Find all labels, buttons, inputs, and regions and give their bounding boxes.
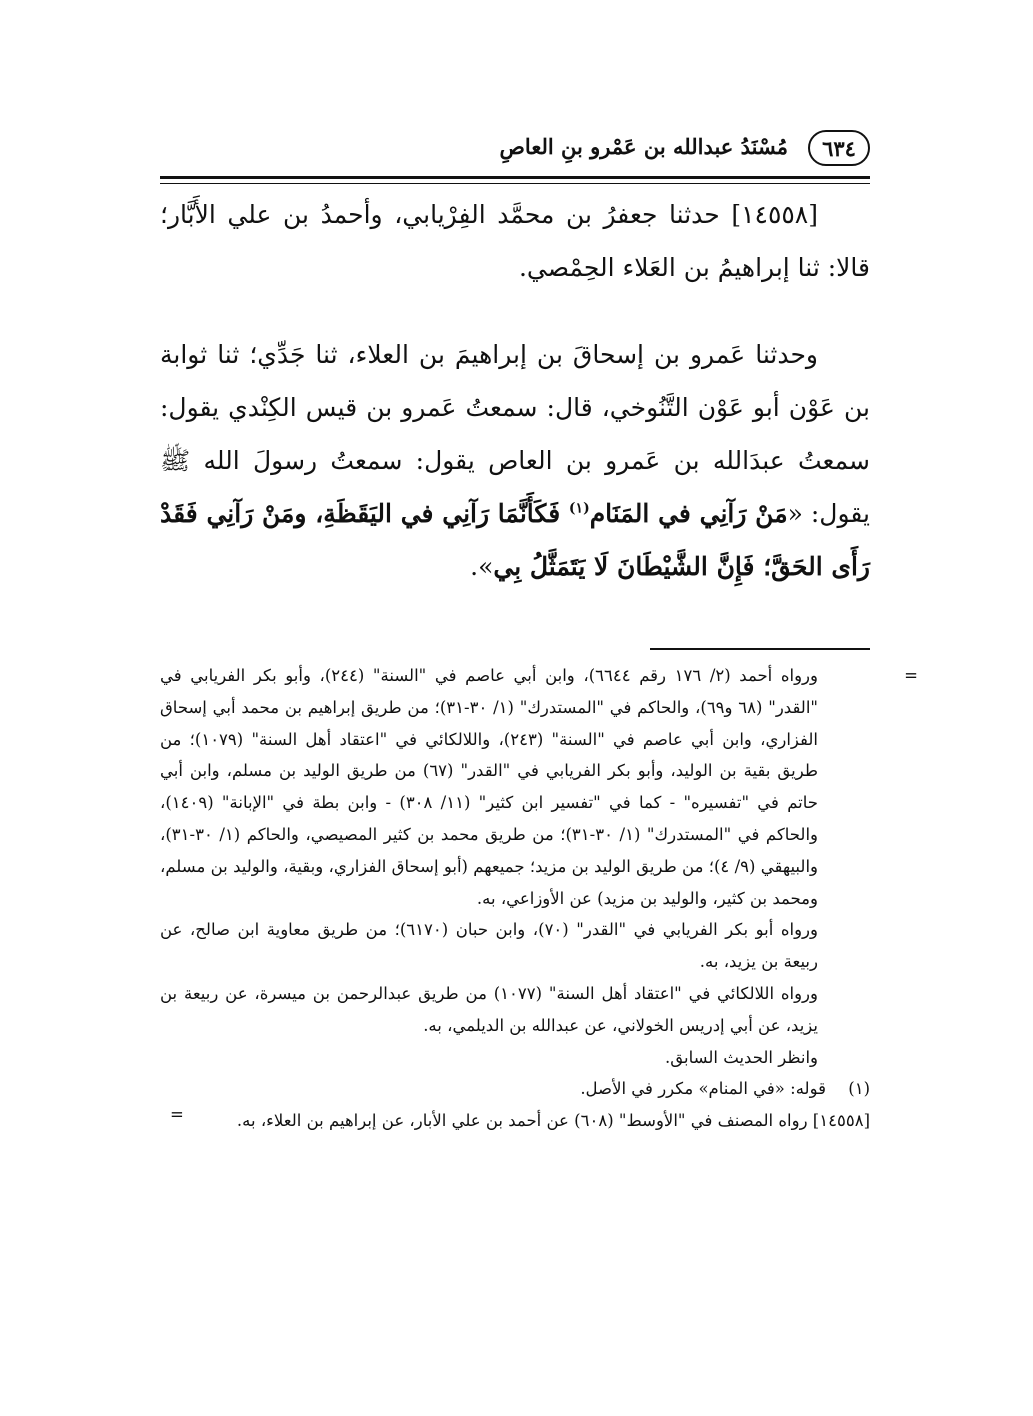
header-rule-thin xyxy=(160,183,870,184)
footnote-1-number: (١) xyxy=(848,1079,870,1099)
page-header xyxy=(160,120,870,180)
isnad-paragraph-1: [١٤٥٥٨] حدثنا جعفرُ بن محمَّد الفِرْيابي، وأحمدُ بن علي الأَبَّار؛ قالا: ثنا إبراهيمُ بن العَلاء الحِمْصي. xyxy=(160,200,870,282)
footnote-main xyxy=(160,1105,870,1137)
continuation-mark: = xyxy=(904,666,918,685)
footnote-1-text: قوله: «في المنام» مكرر في الأصل. xyxy=(580,1079,826,1099)
hadith-text xyxy=(160,499,870,581)
hadith-part-1: مَنْ رَآنِي في المَنَام xyxy=(589,499,788,528)
footnotes xyxy=(160,660,918,1137)
header-rule-thick xyxy=(160,176,870,179)
note-paragraph-4: وانظر الحديث السابق. xyxy=(665,1047,818,1067)
hadith-part-2: فَكَأَنَّمَا رَآنِي في اليَقَظَةِ، ومَنْ رَآنِي فَقَدْ رَأَى الحَقَّ؛ فَإِنَّ الشَّيْطَانَ لَا يَتَمَثَّلُ بِي xyxy=(160,499,870,581)
footnote-separator xyxy=(650,648,870,650)
running-title: مُسْنَدُ عبدالله بن عَمْرو بنِ العاصِ xyxy=(499,134,788,159)
footnote-main-text: [١٤٥٥٨] رواه المصنف في "الأوسط" (٦٠٨) عن أحمد بن علي الأبار، عن إبراهيم بن العلاء، به. xyxy=(236,1111,870,1131)
note-paragraph-1: ورواه أحمد (٢/ ١٧٦ رقم ٦٦٤٤)، وابن أبي عاصم في "السنة" (٢٤٤)، وأبو بكر الفريابي في "القدر" (٦٨ و٦٩)، والحاكم في "المستدرك" (١/ ٣٠-٣١)؛ من طريق إبراهيم بن محمد أبي إسحاق الفزاري، وابن أبي عاصم في "السنة" (٢٤٣)، واللالكائي في "اعتقاد أهل السنة" (١٠٧٩)؛ من طريق بقية بن الوليد، وأبو بكر الفريابي في "القدر" (٦٧) من طريق الوليد بن مسلم، وابن أبي حاتم في "تفسيره" - كما في "تفسير ابن كثير" (١١/ ٣٠٨) - وابن بطة في "الإبانة" (١٤٠٩)، والحاكم في "المستدرك" (١/ ٣٠-٣١)؛ من طريق محمد بن كثير المصيصي، والحاكم (١/ ٣٠-٣١)، والبيهقي (٩/ ٤)؛ من طريق الوليد بن مزيد؛ جميعهم (أبو إسحاق الفزاري، وبقية، والوليد بن مسلم، ومحمد بن كثير، والوليد بن مزيد) عن الأوزاعي، به. xyxy=(160,666,819,908)
end-mark: = xyxy=(170,1105,184,1125)
note-paragraph-3: ورواه اللالكائي في "اعتقاد أهل السنة" (١٠٧٧) من طريق عبدالرحمن بن ميسرة، عن ربيعة بن يزيد، عن أبي إدريس الخولاني، عن عبدالله بن الديلمي، به. xyxy=(160,983,818,1035)
isnad-lead: وحدثنا عَمرو بن إسحاقَ بن إبراهيمَ بن العلاء، ثنا جَدِّي؛ ثنا ثوابة بن عَوْن أبو عَوْن التَّنُوخي، قال: سمعتُ عَمرو بن قيس الكِنْدي يقول: سمعتُ عبدَالله بن عَمرو بن العاص يقول: سمعتُ رسولَ الله ﷺ يقول: « xyxy=(160,340,870,528)
isnad-paragraph-2 xyxy=(160,328,870,593)
footnote-ref[interactable]: (١) xyxy=(568,500,590,517)
note-paragraph-2: ورواه أبو بكر الفريابي في "القدر" (٧٠)، وابن حبان (٦١٧٠)؛ من طريق معاوية ابن صالح، عن ربيعة بن يزيد، به. xyxy=(160,920,818,972)
page-number-badge xyxy=(808,130,870,166)
note-continued xyxy=(160,660,918,914)
page-number: ٦٣٤ xyxy=(822,135,856,161)
paragraph-gap xyxy=(160,294,870,328)
hadith-close: ». xyxy=(470,552,494,581)
main-text xyxy=(160,188,870,593)
footnote-1 xyxy=(160,1073,870,1105)
